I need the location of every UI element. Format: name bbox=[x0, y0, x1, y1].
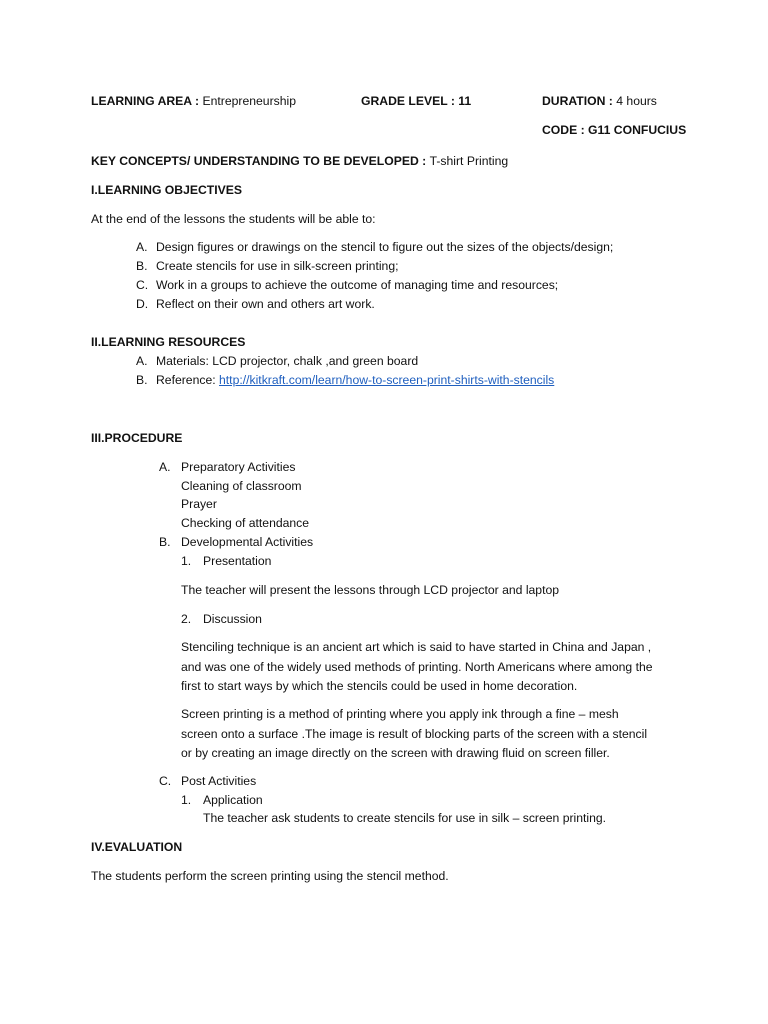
list-marker: 1. bbox=[181, 793, 192, 807]
list-marker: A. bbox=[136, 240, 148, 254]
evaluation-heading: IV.EVALUATION bbox=[91, 840, 183, 854]
application-title: Application bbox=[203, 793, 263, 807]
key-concepts-value: T-shirt Printing bbox=[429, 154, 509, 168]
preparatory-activities bbox=[159, 458, 295, 476]
paragraph-line: Screen printing is a method of printing where you apply ink through a fine – mesh bbox=[181, 707, 619, 721]
preparatory-title: Preparatory Activities bbox=[181, 460, 296, 474]
discussion-paragraph-2 bbox=[181, 705, 647, 764]
list-marker: C. bbox=[136, 278, 149, 292]
list-marker: B. bbox=[159, 535, 171, 549]
grade-level: GRADE LEVEL : 11 bbox=[361, 94, 472, 108]
post-title: Post Activities bbox=[181, 774, 257, 788]
list-marker: B. bbox=[136, 373, 148, 387]
learning-area bbox=[91, 92, 296, 110]
list-marker: A. bbox=[159, 460, 171, 474]
resource-reference bbox=[136, 371, 554, 389]
objective-text: Design figures or drawings on the stencil to figure out the sizes of the objects/design; bbox=[156, 240, 614, 254]
discussion-title: Discussion bbox=[203, 612, 262, 626]
discussion-step bbox=[181, 610, 262, 628]
list-marker: 1. bbox=[181, 554, 192, 568]
objective-item-b bbox=[136, 257, 399, 275]
application-step bbox=[181, 791, 263, 809]
code: CODE : G11 CONFUCIUS bbox=[542, 123, 687, 137]
objectives-intro: At the end of the lessons the students will be able to: bbox=[91, 212, 376, 226]
list-marker: C. bbox=[159, 774, 172, 788]
key-concepts-label: KEY CONCEPTS/ UNDERSTANDING TO BE DEVELOPED : bbox=[91, 154, 430, 168]
objective-item-c bbox=[136, 276, 558, 294]
list-marker: 2. bbox=[181, 612, 192, 626]
duration bbox=[542, 92, 657, 110]
preparatory-item: Checking of attendance bbox=[181, 516, 310, 530]
resources-heading: II.LEARNING RESOURCES bbox=[91, 335, 246, 349]
reference-label: Reference: bbox=[156, 373, 220, 387]
presentation-text: The teacher will present the lessons through LCD projector and laptop bbox=[181, 583, 560, 597]
objectives-heading: I.LEARNING OBJECTIVES bbox=[91, 183, 243, 197]
objective-text: Work in a groups to achieve the outcome of managing time and resources; bbox=[156, 278, 559, 292]
paragraph-line: and was one of the widely used methods of printing. North Americans where among the bbox=[181, 659, 653, 674]
list-marker: B. bbox=[136, 259, 148, 273]
presentation-step bbox=[181, 552, 271, 570]
learning-area-value: Entrepreneurship bbox=[202, 94, 296, 108]
learning-area-label: LEARNING AREA : bbox=[91, 94, 203, 108]
list-marker: A. bbox=[136, 354, 148, 368]
reference-link[interactable]: http://kitkraft.com/learn/how-to-screen-print-shirts-with-stencils bbox=[219, 373, 555, 387]
procedure-heading: III.PROCEDURE bbox=[91, 431, 183, 445]
presentation-title: Presentation bbox=[203, 554, 272, 568]
key-concepts bbox=[91, 152, 508, 170]
developmental-title: Developmental Activities bbox=[181, 535, 314, 549]
paragraph-line: first to start ways by which the stencils could be used in home decoration. bbox=[181, 679, 578, 693]
paragraph-line: screen onto a surface .The image is result of blocking parts of the screen with a stencil bbox=[181, 726, 648, 741]
objective-text: Reflect on their own and others art work. bbox=[156, 297, 375, 311]
paragraph-line: Stenciling technique is an ancient art which is said to have started in China and Japan , bbox=[181, 640, 652, 654]
developmental-activities bbox=[159, 533, 313, 551]
application-text: The teacher ask students to create stencils for use in silk – screen printing. bbox=[203, 811, 607, 825]
evaluation-text: The students perform the screen printing using the stencil method. bbox=[91, 869, 449, 883]
materials-text: Materials: LCD projector, chalk ,and green board bbox=[156, 354, 419, 368]
objective-text: Create stencils for use in silk-screen printing; bbox=[156, 259, 399, 273]
list-marker: D. bbox=[136, 297, 149, 311]
paragraph-line: or by creating an image directly on the screen with drawing fluid on screen filler. bbox=[181, 746, 610, 760]
preparatory-item: Cleaning of classroom bbox=[181, 479, 302, 493]
objective-item-a bbox=[136, 238, 613, 256]
duration-label: DURATION : bbox=[542, 94, 617, 108]
discussion-paragraph-1 bbox=[181, 638, 653, 697]
preparatory-item: Prayer bbox=[181, 497, 217, 511]
resource-materials bbox=[136, 352, 418, 370]
objective-item-d bbox=[136, 295, 375, 313]
duration-value: 4 hours bbox=[616, 94, 657, 108]
post-activities bbox=[159, 772, 256, 790]
